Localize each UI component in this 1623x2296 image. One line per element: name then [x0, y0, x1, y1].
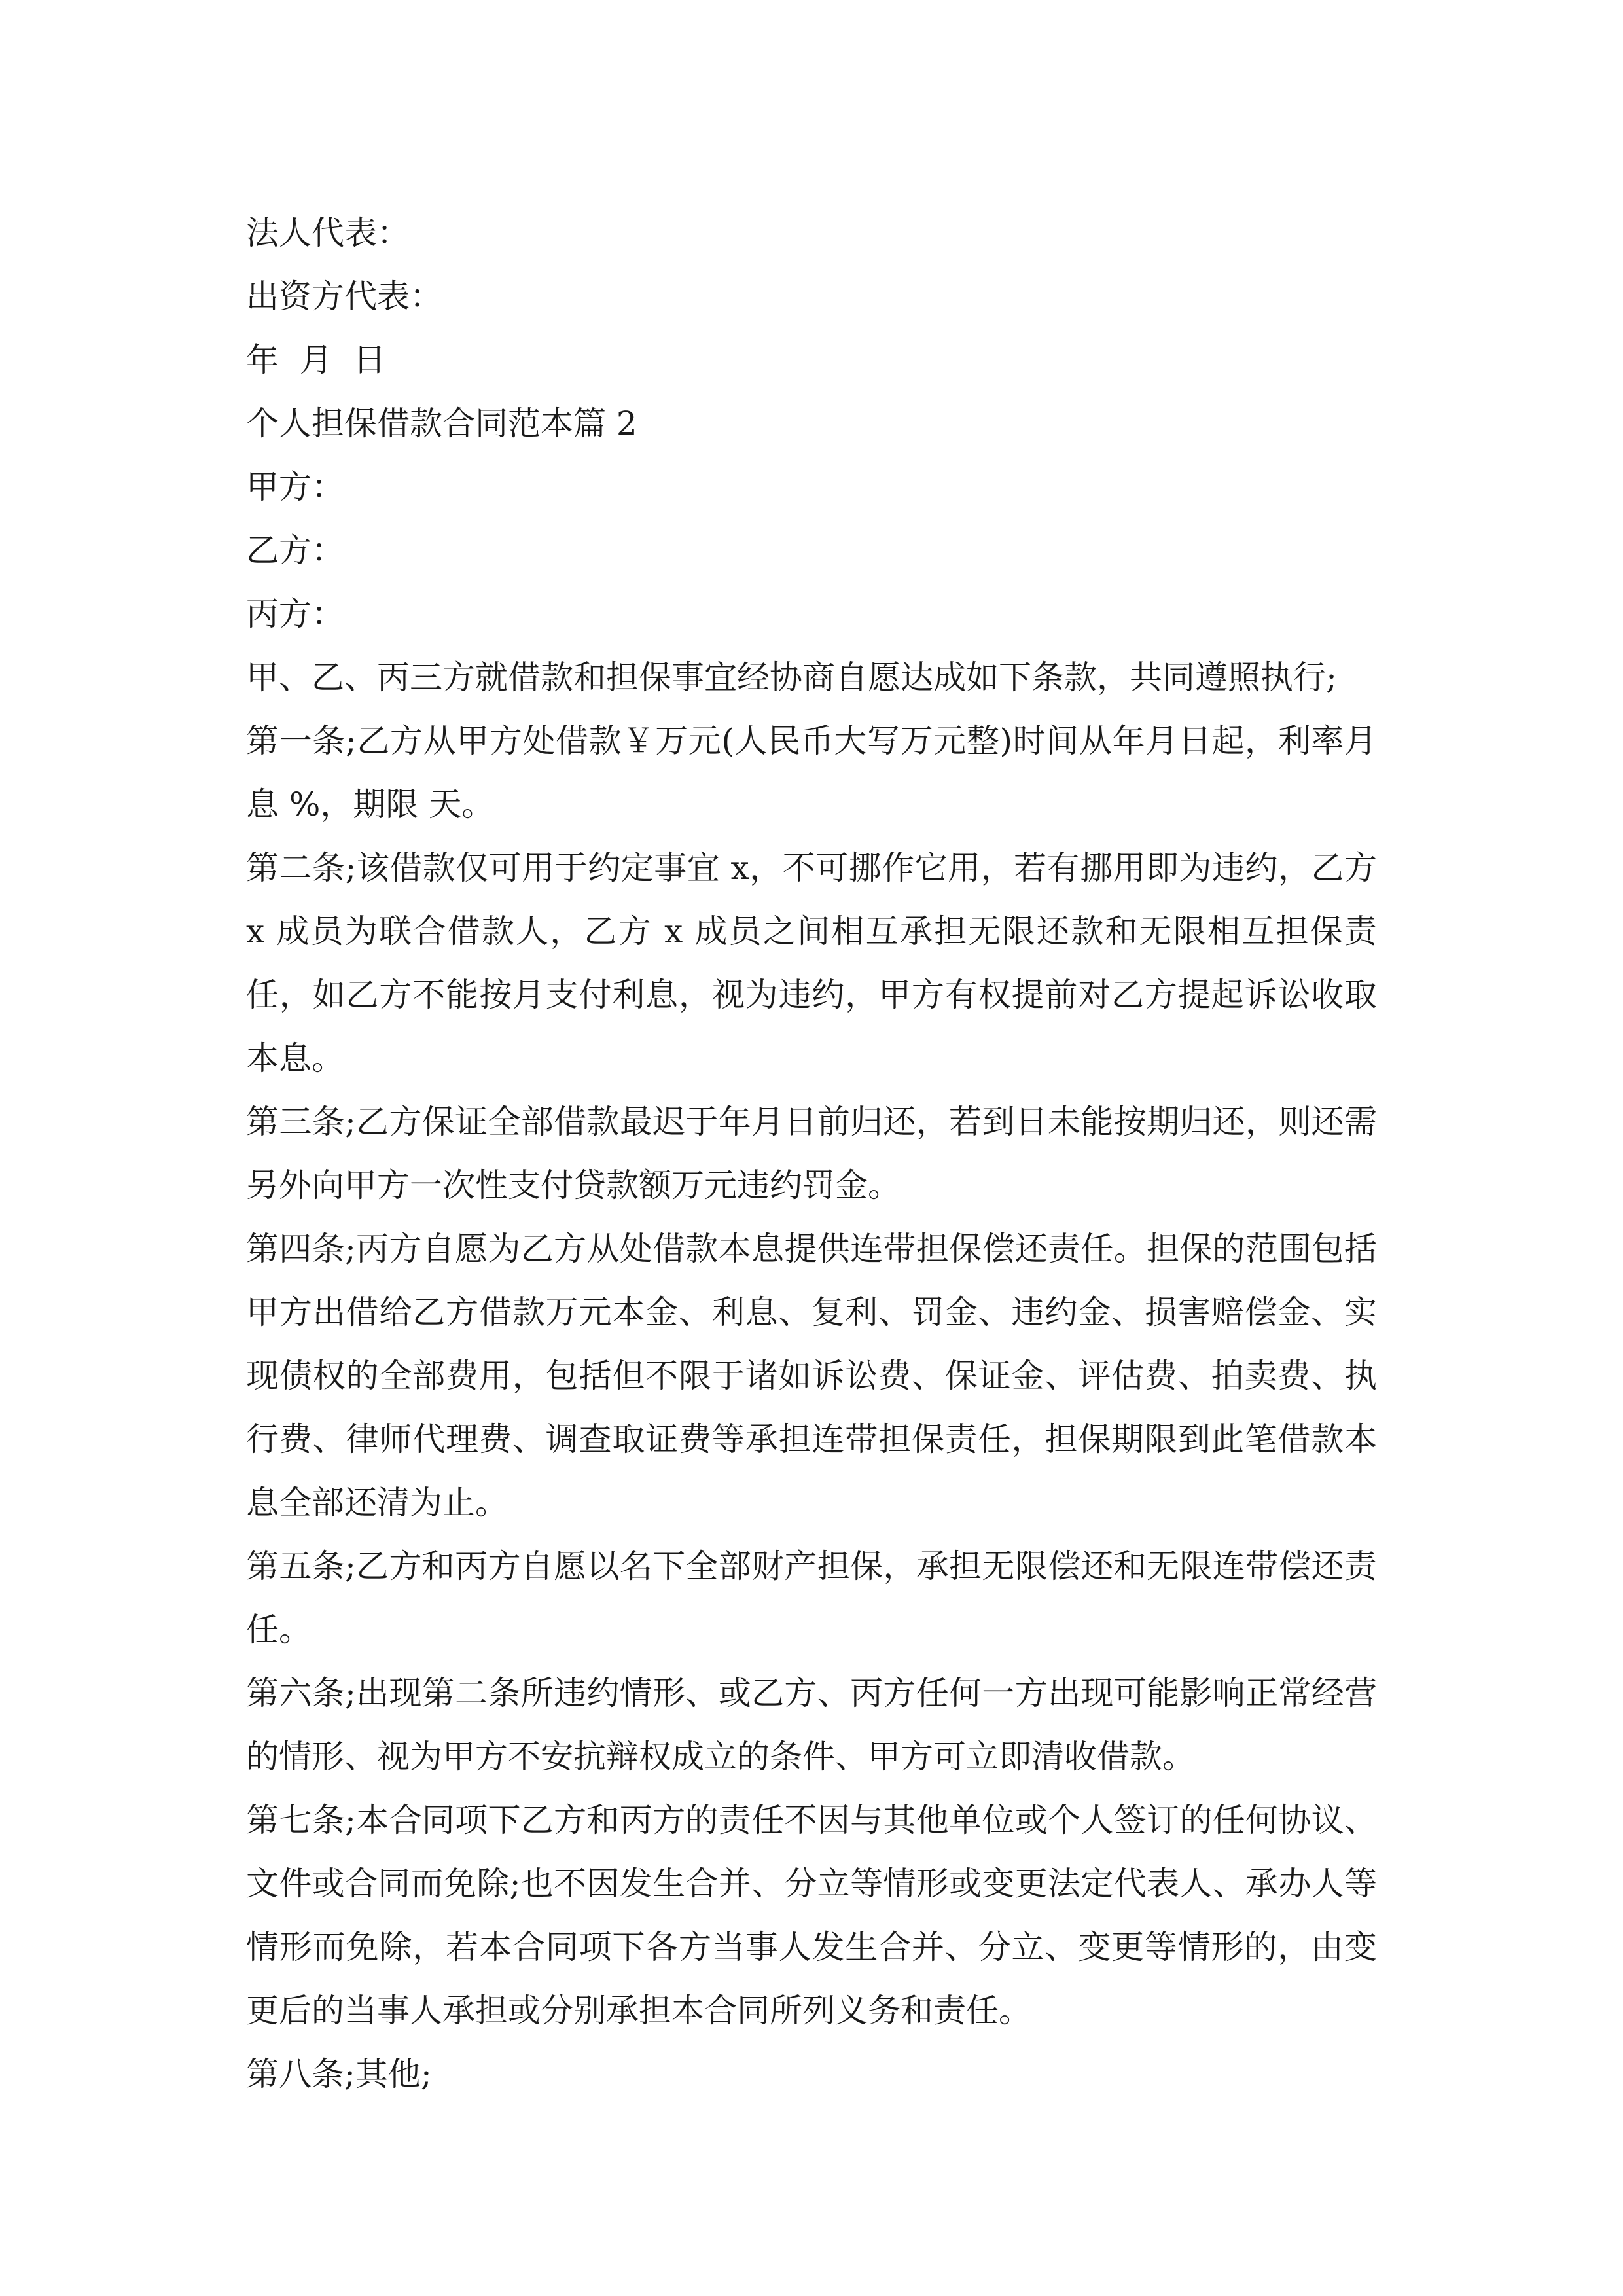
article-6-paragraph: 第六条;出现第二条所违约情形、或乙方、丙方任何一方出现可能影响正常经营的情形、视为甲方不安抗辩权成立的条件、甲方可立即清收借款。: [246, 1674, 1377, 1776]
preamble-paragraph: 甲、乙、丙三方就借款和担保事宜经协商自愿达成如下条款，共同遵照执行;: [246, 658, 1337, 696]
party-a-label: 甲方：: [246, 468, 344, 506]
article-8-paragraph: 第八条;其他;: [246, 2055, 432, 2093]
party-c-label: 丙方：: [246, 595, 344, 633]
document-body: [246, 202, 1377, 2106]
article-7-paragraph: 第七条;本合同项下乙方和丙方的责任不因与其他单位或个人签订的任何协议、文件或合同而免除;也不因发生合并、分立等情形或变更法定代表人、承办人等情形而免除，若本合同项下各方当事人发生合并、分立、变更等情形的，由变更后的当事人承担或分别承担本合同所列义务和责任。: [246, 1801, 1377, 2030]
article-1-paragraph: 第一条;乙方从甲方处借款￥万元(人民币大写万元整)时间从年月日起，利率月息 %，期限 天。: [246, 722, 1377, 823]
date-line: 年 月 日: [246, 341, 386, 379]
article-4-paragraph: 第四条;丙方自愿为乙方从处借款本息提供连带担保偿还责任。担保的范围包括甲方出借给乙方借款万元本金、利息、复利、罚金、违约金、损害赔偿金、实现债权的全部费用，包括但不限于诸如诉讼费、保证金、评估费、拍卖费、执行费、律师代理费、调查取证费等承担连带担保责任，担保期限到此笔借款本息全部还清为止。: [246, 1230, 1377, 1522]
legal-representative-label: 法人代表：: [246, 214, 410, 252]
section-title: 个人担保借款合同范本篇 2: [246, 404, 637, 442]
article-3-paragraph: 第三条;乙方保证全部借款最迟于年月日前归还，若到日未能按期归还，则还需另外向甲方一次性支付贷款额万元违约罚金。: [246, 1103, 1377, 1204]
party-b-label: 乙方：: [246, 531, 344, 569]
article-5-paragraph: 第五条;乙方和丙方自愿以名下全部财产担保，承担无限偿还和无限连带偿还责任。: [246, 1547, 1377, 1649]
investor-representative-label: 出资方代表：: [246, 278, 442, 315]
article-2-paragraph: 第二条;该借款仅可用于约定事宜 x，不可挪作它用，若有挪用即为违约，乙方 x 成员为联合借款人，乙方 x 成员之间相互承担无限还款和无限相互担保责任，如乙方不能按月支付利息，视为违约，甲方有权提前对乙方提起诉讼收取本息。: [246, 849, 1377, 1077]
